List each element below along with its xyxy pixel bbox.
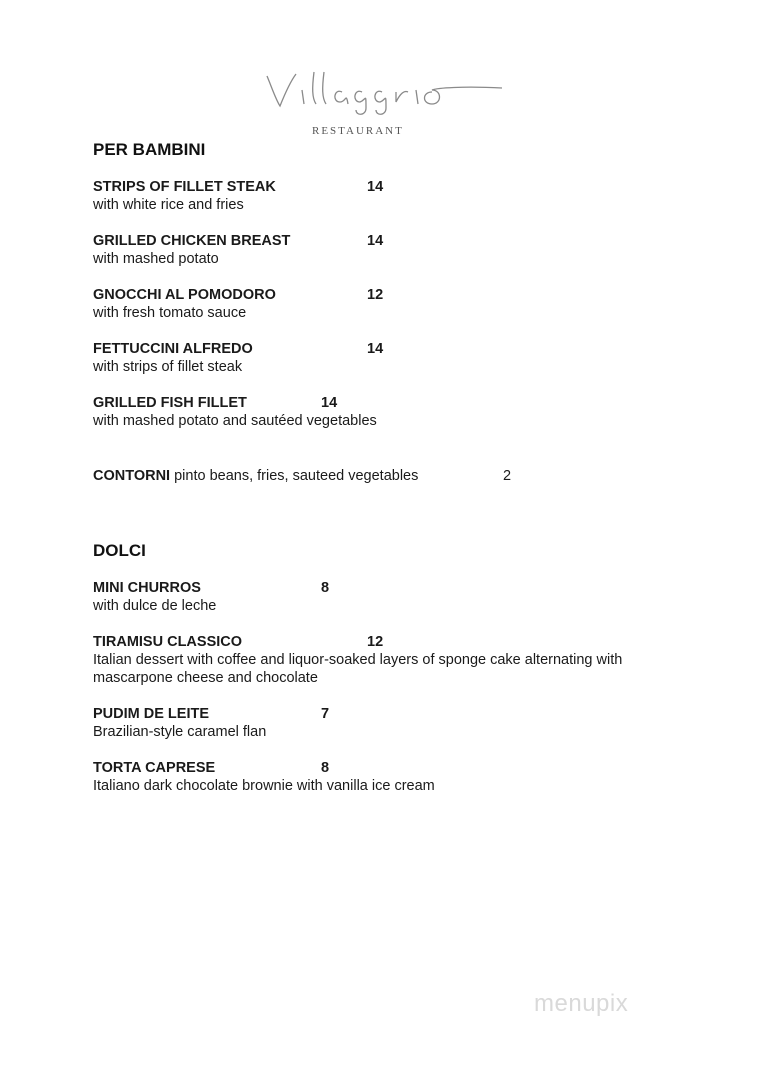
item-price: 8 bbox=[321, 760, 330, 776]
item-description: with strips of fillet steak bbox=[93, 359, 243, 375]
contorni-price: 2 bbox=[503, 468, 512, 484]
item-price: 8 bbox=[321, 580, 330, 596]
item-description: with white rice and fries bbox=[93, 197, 244, 213]
item-name: PUDIM DE LEITE bbox=[93, 706, 210, 722]
item-price: 12 bbox=[367, 287, 384, 303]
menu-item bbox=[93, 759, 435, 795]
menu-item bbox=[93, 178, 384, 214]
contorni-description: pinto beans, fries, sauteed vegetables bbox=[170, 468, 419, 484]
menupix-watermark: menupix bbox=[534, 990, 629, 1017]
menu-item bbox=[93, 579, 330, 615]
item-description: Italian dessert with coffee and liquor-soaked layers of sponge cake alternating with mascarpone cheese and chocolate bbox=[93, 652, 623, 686]
item-name: GRILLED FISH FILLET bbox=[93, 395, 247, 411]
item-price: 12 bbox=[367, 634, 384, 650]
item-name: STRIPS OF FILLET STEAK bbox=[93, 179, 276, 195]
item-description: with dulce de leche bbox=[93, 598, 217, 614]
contorni-row bbox=[93, 467, 533, 485]
menu-item bbox=[93, 286, 384, 322]
item-price: 14 bbox=[367, 233, 384, 249]
restaurant-logo bbox=[262, 68, 512, 138]
logo-subtitle: RESTAURANT bbox=[312, 125, 404, 137]
item-price: 14 bbox=[321, 395, 338, 411]
item-name: TORTA CAPRESE bbox=[93, 760, 216, 776]
item-description: Italiano dark chocolate brownie with vanilla ice cream bbox=[93, 778, 435, 794]
item-price: 14 bbox=[367, 341, 384, 357]
item-name: MINI CHURROS bbox=[93, 580, 201, 596]
item-name: TIRAMISU CLASSICO bbox=[93, 634, 243, 650]
item-description: with mashed potato bbox=[93, 251, 219, 267]
item-price: 14 bbox=[367, 179, 384, 195]
menu-item bbox=[93, 633, 693, 687]
item-name: FETTUCCINI ALFREDO bbox=[93, 341, 253, 357]
menu-item bbox=[93, 705, 330, 741]
item-name: GNOCCHI AL POMODORO bbox=[93, 287, 276, 303]
item-price: 7 bbox=[321, 706, 330, 722]
item-description: with fresh tomato sauce bbox=[93, 305, 247, 321]
section-title-per-bambini: PER BAMBINI bbox=[93, 140, 206, 159]
item-description: Brazilian-style caramel flan bbox=[93, 724, 267, 740]
menu-item bbox=[93, 340, 384, 376]
section-title-dolci: DOLCI bbox=[93, 541, 146, 560]
logo-script-icon bbox=[262, 68, 512, 118]
menu-item bbox=[93, 394, 377, 430]
item-name: GRILLED CHICKEN BREAST bbox=[93, 233, 291, 249]
contorni-name: CONTORNI bbox=[93, 468, 171, 484]
item-description: with mashed potato and sautéed vegetables bbox=[93, 413, 377, 429]
menu-item bbox=[93, 232, 384, 268]
